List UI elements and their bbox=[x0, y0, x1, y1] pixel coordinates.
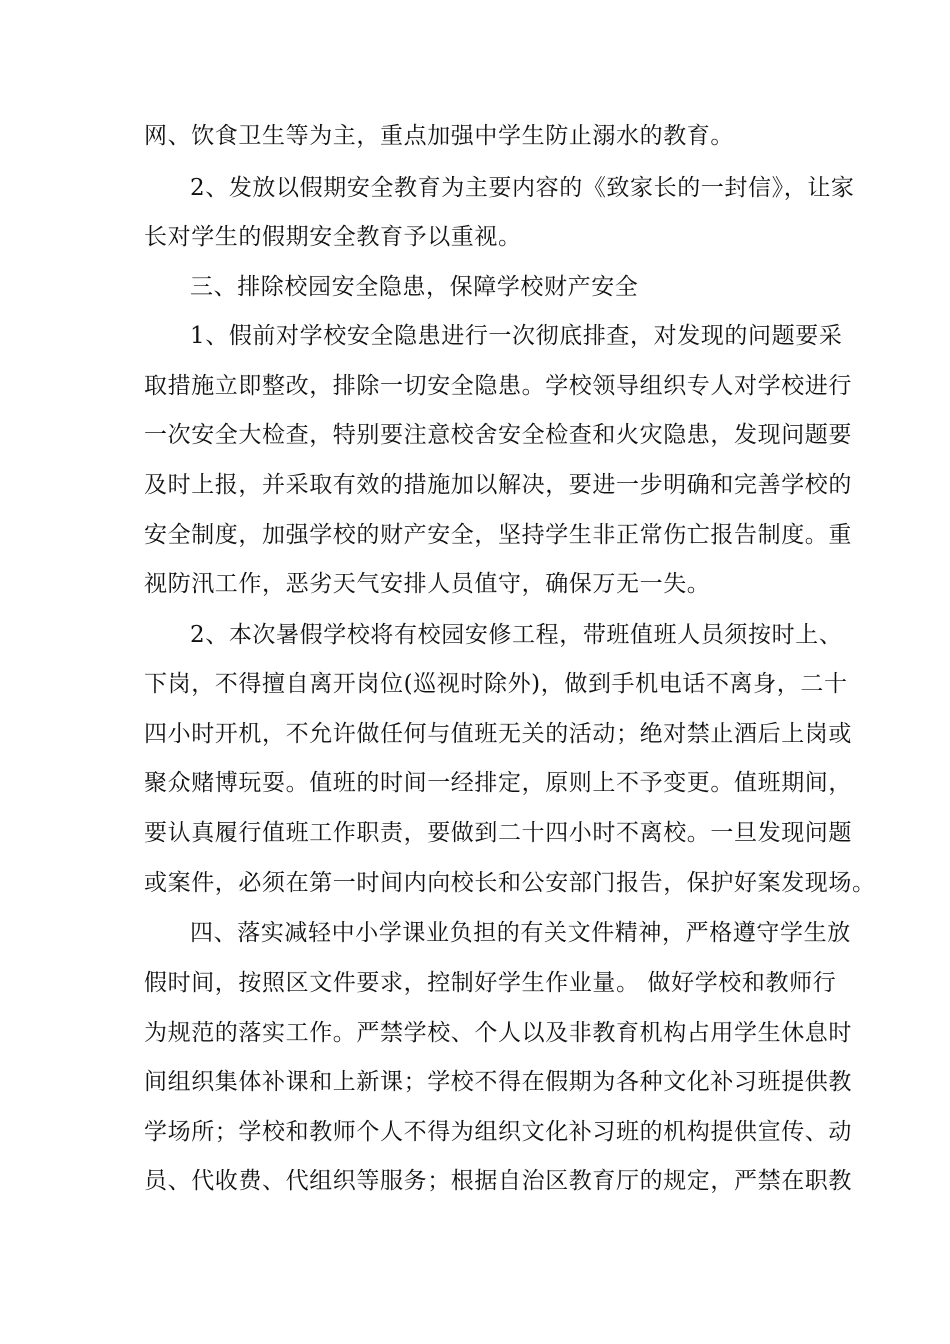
text-line: 视防汛工作，恶劣天气安排人员值守，确保万无一失。 bbox=[144, 571, 711, 597]
text-line: 或案件，必须在第一时间内向校长和公安部门报告，保护好案发现场。 bbox=[144, 870, 876, 896]
text-line: 网、饮食卫生等为主，重点加强中学生防止溺水的教育。 bbox=[144, 123, 734, 149]
text-line: 一次安全大检查，特别要注意校舍安全检查和火灾隐患，发现问题要 bbox=[144, 422, 852, 448]
text-line: 学场所；学校和教师个人不得为组织文化补习班的机构提供宣传、动 bbox=[144, 1119, 852, 1145]
text-line: 安全制度，加强学校的财产安全，坚持学生非正常伤亡报告制度。重 bbox=[144, 522, 852, 548]
text-line: 下岗，不得擅自离开岗位(巡视时除外)，做到手机电话不离身，二十 bbox=[144, 671, 848, 697]
text-line: 员、代收费、代组织等服务；根据自治区教育厅的规定，严禁在职教 bbox=[144, 1168, 852, 1194]
text-line: 2、发放以假期安全教育为主要内容的《致家长的一封信》，让家 bbox=[190, 175, 855, 201]
text-line: 假时间，按照区文件要求，控制好学生作业量。 做好学校和教师行 bbox=[144, 970, 837, 996]
text-line: 1、假前对学校安全隐患进行一次彻底排查，对发现的问题要采 bbox=[190, 323, 843, 349]
text-line: 四、落实减轻中小学课业负担的有关文件精神，严格遵守学生放 bbox=[190, 920, 851, 946]
text-line: 及时上报，并采取有效的措施加以解决，要进一步明确和完善学校的 bbox=[144, 472, 852, 498]
text-line: 2、本次暑假学校将有校园安修工程，带班值班人员须按时上、 bbox=[190, 622, 843, 648]
text-line: 间组织集体补课和上新课；学校不得在假期为各种文化补习班提供教 bbox=[144, 1069, 852, 1095]
text-line: 三、排除校园安全隐患，保障学校财产安全 bbox=[190, 274, 639, 300]
text-line: 聚众赌博玩耍。值班的时间一经排定，原则上不予变更。值班期间， bbox=[144, 770, 852, 796]
text-line: 取措施立即整改，排除一切安全隐患。学校领导组织专人对学校进行 bbox=[144, 373, 852, 399]
text-line: 四小时开机，不允许做任何与值班无关的活动；绝对禁止酒后上岗或 bbox=[144, 721, 852, 747]
text-line: 长对学生的假期安全教育予以重视。 bbox=[144, 224, 522, 250]
text-line: 为规范的落实工作。严禁学校、个人以及非教育机构占用学生休息时 bbox=[144, 1020, 852, 1046]
text-line: 要认真履行值班工作职责，要做到二十四小时不离校。一旦发现问题 bbox=[144, 820, 852, 846]
